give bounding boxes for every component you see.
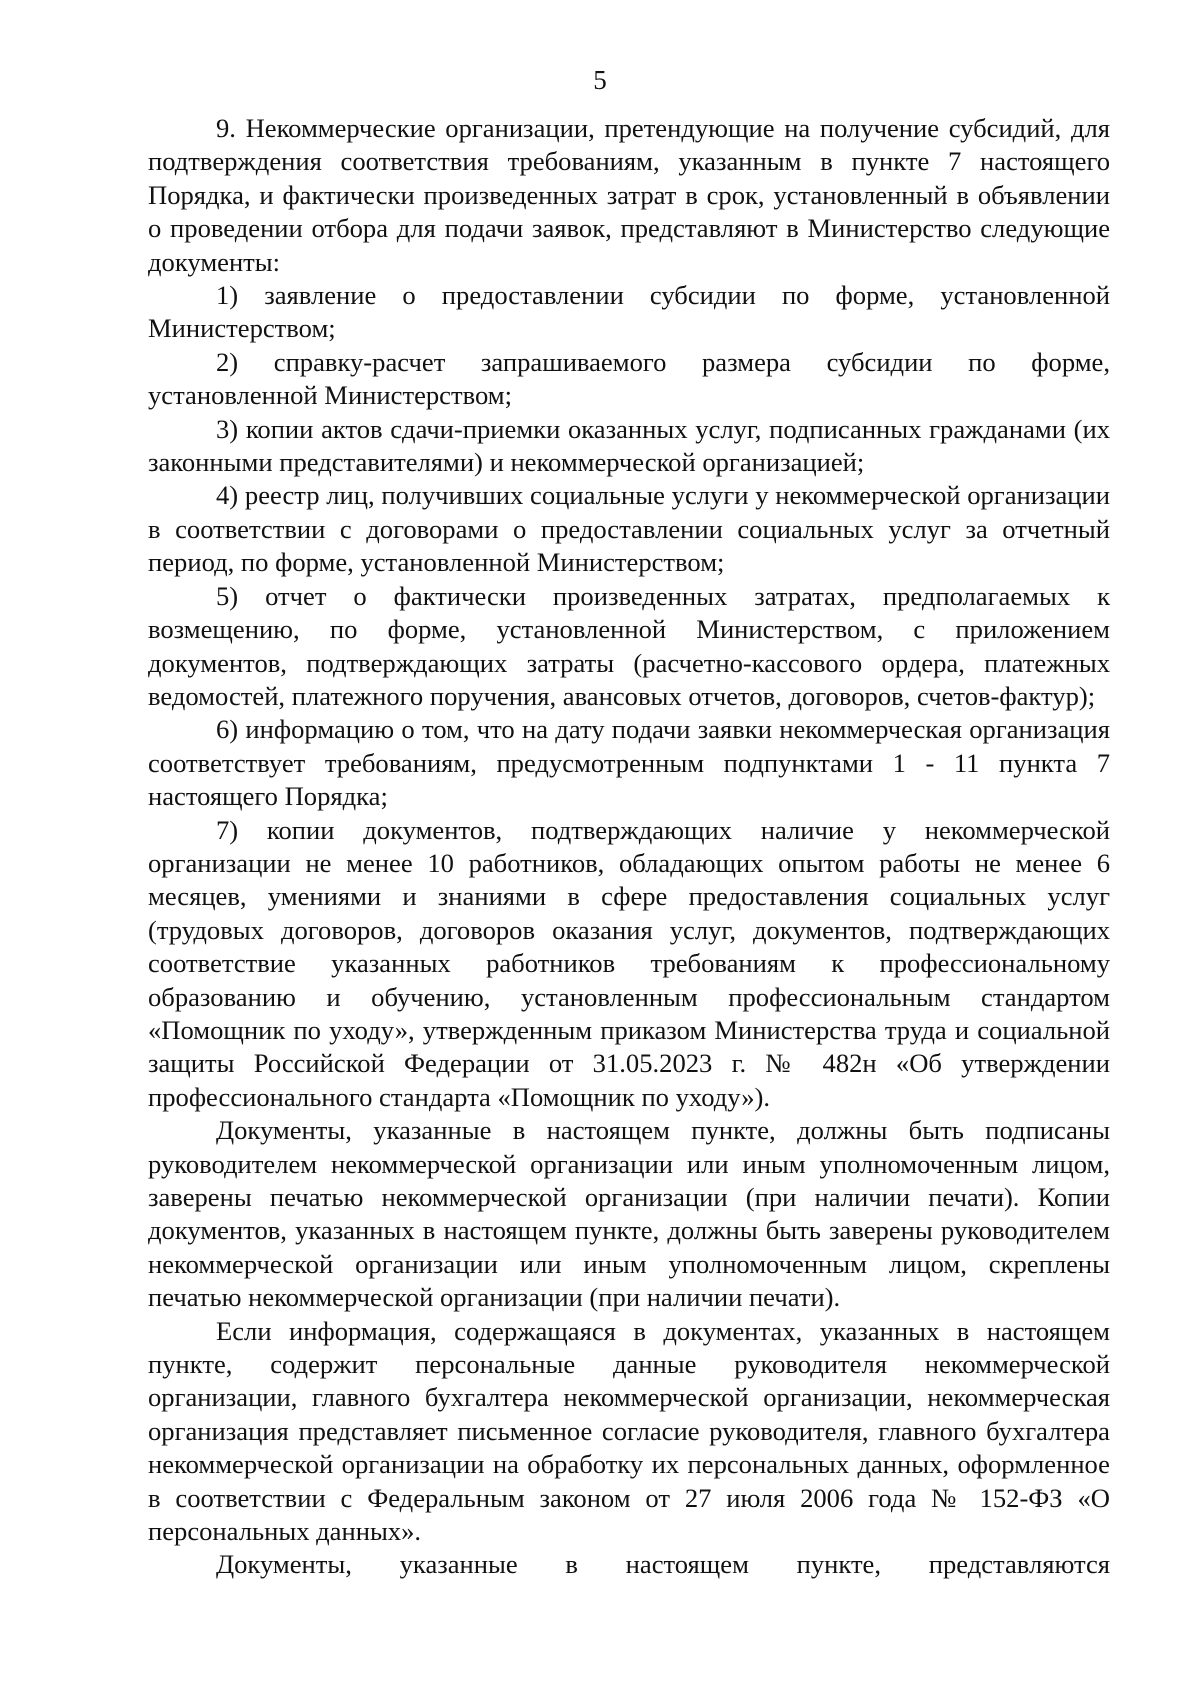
paragraph-signature-requirements: Документы, указанные в настоящем пункте, должны быть подписаны руководителем некоммерческой организации или иным уполномоченным лицом, заверены печатью некоммерческой организации (при наличии печати). Копии документов, указанных в настоящем пункте, должны быть заверены руководителем некоммерческой организации или иным уполномоченным лицом, скреплены печатью некоммерческой организации (при наличии печати). (148, 1115, 1110, 1313)
paragraph-item-9: 9. Некоммерческие организации, претендующие на получение субсидий, для подтверждения соответствия требованиям, указанным в пункте 7 настоящего Порядка, и фактически произведенных затрат в срок, установленный в объявлении о проведении отбора для подачи заявок, представляют в Министерство следующие документы: (148, 113, 1110, 277)
list-item-6-information: 6) информацию о том, что на дату подачи заявки некоммерческая организация соответствует требованиям, предусмотренным подпунктами 1 - 11 пункта 7 настоящего Порядка; (148, 714, 1110, 812)
list-item-7-staff-documents: 7) копии документов, подтверждающих наличие у некоммерческой организации не менее 10 работников, обладающих опытом работы не менее 6 месяцев, умениями и знаниями в сфере предоставления социальных услуг (трудовых договоров, договоров оказания услуг, документов, подтверждающих соответствие указанных работников требованиям к профессиональному образованию и обучению, установленным профессиональным стандартом «Помощник по уходу», утвержденным приказом Министерства труда и социальной защиты Российской Федерации от 31.05.2023 г. № 482н «Об утверждении профессионального стандарта «Помощник по уходу»). (148, 814, 1110, 1112)
list-item-4-registry: 4) реестр лиц, получивших социальные услуги у некоммерческой организации в соответствии с договорами о предоставлении социальных услуг за отчетный период, по форме, установленной Министерством; (148, 480, 1110, 578)
page-number: 5 (593, 65, 607, 95)
list-item-3-acts: 3) копии актов сдачи-приемки оказанных услуг, подписанных гражданами (их законными представителями) и некоммерческой организацией; (148, 413, 1110, 478)
paragraph-personal-data: Если информация, содержащаяся в документах, указанных в настоящем пункте, содержит персональные данные руководителя некоммерческой организации, главного бухгалтера некоммерческой организации, некоммерческая организация представляет письменное согласие руководителя, главного бухгалтера некоммерческой организации на обработку их персональных данных, оформленное в соответствии с Федеральным законом от 27 июля 2006 года № 152-ФЗ «О персональных данных». (148, 1315, 1110, 1547)
list-item-2-calculation: 2) справку-расчет запрашиваемого размера субсидии по форме, установленной Министерством; (148, 346, 1110, 411)
paragraph-submission: Документы, указанные в настоящем пункте, представляются (216, 1549, 1110, 1580)
list-item-1-application: 1) заявление о предоставлении субсидии по форме, установленной Министерством; (148, 280, 1110, 344)
document-body (148, 112, 1110, 1582)
list-item-5-report: 5) отчет о фактически произведенных затратах, предполагаемых к возмещению, по форме, установленной Министерством, с приложением документов, подтверждающих затраты (расчетно-кассового ордера, платежных ведомостей, платежного поручения, авансовых отчетов, договоров, счетов-фактур); (148, 580, 1110, 711)
